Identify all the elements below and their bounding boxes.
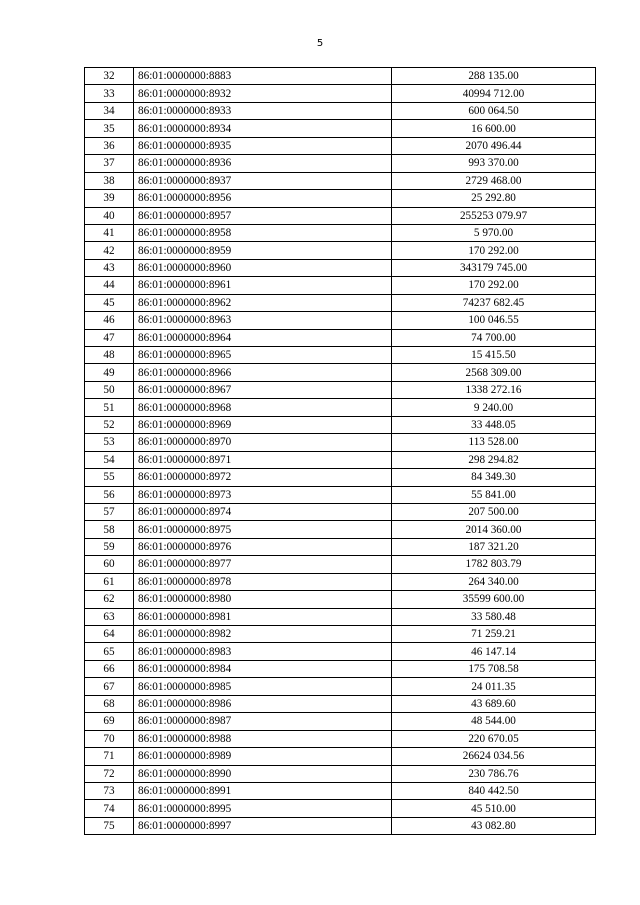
table-row (85, 538, 596, 555)
cadastral-value-cell: 207 500.00 (392, 503, 596, 520)
row-number-cell: 62 (85, 591, 134, 608)
cadastral-value-cell: 16 600.00 (392, 120, 596, 137)
cadastral-value-cell: 48 544.00 (392, 713, 596, 730)
cadastral-value-cell: 1782 803.79 (392, 556, 596, 573)
table-row (85, 503, 596, 520)
cadastral-number-cell: 86:01:0000000:8933 (134, 102, 392, 119)
row-number-cell: 53 (85, 434, 134, 451)
row-number-cell: 50 (85, 381, 134, 398)
table-row (85, 137, 596, 154)
cadastral-value-cell: 15 415.50 (392, 347, 596, 364)
row-number-cell: 61 (85, 573, 134, 590)
cadastral-number-cell: 86:01:0000000:8991 (134, 782, 392, 799)
row-number-cell: 36 (85, 137, 134, 154)
row-number-cell: 74 (85, 800, 134, 817)
cadastral-number-cell: 86:01:0000000:8960 (134, 259, 392, 276)
cadastral-value-cell: 45 510.00 (392, 800, 596, 817)
row-number-cell: 37 (85, 155, 134, 172)
row-number-cell: 65 (85, 643, 134, 660)
cadastral-number-cell: 86:01:0000000:8964 (134, 329, 392, 346)
cadastral-value-cell: 2568 309.00 (392, 364, 596, 381)
cadastral-number-cell: 86:01:0000000:8971 (134, 451, 392, 468)
table-row (85, 782, 596, 799)
cadastral-number-cell: 86:01:0000000:8935 (134, 137, 392, 154)
page-number: 5 (316, 38, 324, 49)
cadastral-number-cell: 86:01:0000000:8932 (134, 85, 392, 102)
cadastral-value-cell: 298 294.82 (392, 451, 596, 468)
table-row (85, 469, 596, 486)
cadastral-number-cell: 86:01:0000000:8962 (134, 294, 392, 311)
table-row (85, 259, 596, 276)
row-number-cell: 73 (85, 782, 134, 799)
cadastral-number-cell: 86:01:0000000:8981 (134, 608, 392, 625)
table-row (85, 730, 596, 747)
table-row (85, 347, 596, 364)
cadastral-number-cell: 86:01:0000000:8986 (134, 695, 392, 712)
table-row (85, 626, 596, 643)
table-row (85, 277, 596, 294)
cadastral-value-cell: 113 528.00 (392, 434, 596, 451)
cadastral-value-cell: 187 321.20 (392, 538, 596, 555)
cadastral-number-cell: 86:01:0000000:8965 (134, 347, 392, 364)
cadastral-number-cell: 86:01:0000000:8967 (134, 381, 392, 398)
row-number-cell: 52 (85, 416, 134, 433)
table-row (85, 155, 596, 172)
cadastral-number-cell: 86:01:0000000:8961 (134, 277, 392, 294)
cadastral-value-cell: 71 259.21 (392, 626, 596, 643)
cadastral-number-cell: 86:01:0000000:8970 (134, 434, 392, 451)
table-row (85, 660, 596, 677)
row-number-cell: 72 (85, 765, 134, 782)
cadastral-value-cell: 74 700.00 (392, 329, 596, 346)
cadastral-value-cell: 33 580.48 (392, 608, 596, 625)
row-number-cell: 59 (85, 538, 134, 555)
table-row (85, 748, 596, 765)
table-row (85, 695, 596, 712)
cadastral-value-cell: 33 448.05 (392, 416, 596, 433)
table-row (85, 451, 596, 468)
cadastral-number-cell: 86:01:0000000:8959 (134, 242, 392, 259)
cadastral-number-cell: 86:01:0000000:8972 (134, 469, 392, 486)
table-row (85, 765, 596, 782)
cadastral-number-cell: 86:01:0000000:8883 (134, 68, 392, 85)
cadastral-value-cell: 993 370.00 (392, 155, 596, 172)
row-number-cell: 57 (85, 503, 134, 520)
cadastral-number-cell: 86:01:0000000:8968 (134, 399, 392, 416)
table-row (85, 242, 596, 259)
cadastral-value-cell: 264 340.00 (392, 573, 596, 590)
row-number-cell: 64 (85, 626, 134, 643)
cadastral-number-cell: 86:01:0000000:8977 (134, 556, 392, 573)
table-row (85, 224, 596, 241)
row-number-cell: 58 (85, 521, 134, 538)
cadastral-number-cell: 86:01:0000000:8934 (134, 120, 392, 137)
row-number-cell: 68 (85, 695, 134, 712)
row-number-cell: 46 (85, 312, 134, 329)
table-body (85, 68, 596, 835)
cadastral-number-cell: 86:01:0000000:8995 (134, 800, 392, 817)
cadastral-number-cell: 86:01:0000000:8966 (134, 364, 392, 381)
cadastral-value-cell: 100 046.55 (392, 312, 596, 329)
table-row (85, 102, 596, 119)
cadastral-value-cell: 46 147.14 (392, 643, 596, 660)
row-number-cell: 51 (85, 399, 134, 416)
cadastral-value-cell: 1338 272.16 (392, 381, 596, 398)
table-row (85, 294, 596, 311)
row-number-cell: 35 (85, 120, 134, 137)
row-number-cell: 63 (85, 608, 134, 625)
cadastral-value-cell: 40994 712.00 (392, 85, 596, 102)
cadastral-value-cell: 600 064.50 (392, 102, 596, 119)
row-number-cell: 45 (85, 294, 134, 311)
cadastral-number-cell: 86:01:0000000:8987 (134, 713, 392, 730)
cadastral-value-cell: 288 135.00 (392, 68, 596, 85)
cadastral-number-cell: 86:01:0000000:8982 (134, 626, 392, 643)
row-number-cell: 40 (85, 207, 134, 224)
row-number-cell: 54 (85, 451, 134, 468)
cadastral-number-cell: 86:01:0000000:8975 (134, 521, 392, 538)
cadastral-number-cell: 86:01:0000000:8988 (134, 730, 392, 747)
table-row (85, 190, 596, 207)
row-number-cell: 41 (85, 224, 134, 241)
cadastral-number-cell: 86:01:0000000:8963 (134, 312, 392, 329)
cadastral-number-cell: 86:01:0000000:8937 (134, 172, 392, 189)
cadastral-value-cell: 220 670.05 (392, 730, 596, 747)
row-number-cell: 71 (85, 748, 134, 765)
cadastral-value-table (84, 67, 596, 835)
cadastral-number-cell: 86:01:0000000:8958 (134, 224, 392, 241)
table-row (85, 608, 596, 625)
table-row (85, 678, 596, 695)
cadastral-number-cell: 86:01:0000000:8956 (134, 190, 392, 207)
row-number-cell: 44 (85, 277, 134, 294)
cadastral-number-cell: 86:01:0000000:8980 (134, 591, 392, 608)
row-number-cell: 60 (85, 556, 134, 573)
table-row (85, 172, 596, 189)
cadastral-value-cell: 43 689.60 (392, 695, 596, 712)
cadastral-value-cell: 343179 745.00 (392, 259, 596, 276)
cadastral-number-cell: 86:01:0000000:8978 (134, 573, 392, 590)
table-row (85, 312, 596, 329)
cadastral-value-cell: 9 240.00 (392, 399, 596, 416)
table-row (85, 486, 596, 503)
cadastral-value-cell: 2014 360.00 (392, 521, 596, 538)
row-number-cell: 66 (85, 660, 134, 677)
cadastral-number-cell: 86:01:0000000:8957 (134, 207, 392, 224)
cadastral-number-cell: 86:01:0000000:8989 (134, 748, 392, 765)
cadastral-value-cell: 74237 682.45 (392, 294, 596, 311)
cadastral-number-cell: 86:01:0000000:8974 (134, 503, 392, 520)
table-row (85, 643, 596, 660)
cadastral-value-cell: 2070 496.44 (392, 137, 596, 154)
row-number-cell: 43 (85, 259, 134, 276)
cadastral-value-cell: 5 970.00 (392, 224, 596, 241)
table-row (85, 713, 596, 730)
row-number-cell: 55 (85, 469, 134, 486)
cadastral-value-cell: 25 292.80 (392, 190, 596, 207)
cadastral-value-cell: 26624 034.56 (392, 748, 596, 765)
row-number-cell: 56 (85, 486, 134, 503)
row-number-cell: 42 (85, 242, 134, 259)
cadastral-value-cell: 84 349.30 (392, 469, 596, 486)
cadastral-value-cell: 2729 468.00 (392, 172, 596, 189)
table-row (85, 399, 596, 416)
cadastral-number-cell: 86:01:0000000:8990 (134, 765, 392, 782)
row-number-cell: 49 (85, 364, 134, 381)
cadastral-number-cell: 86:01:0000000:8997 (134, 817, 392, 834)
cadastral-value-cell: 170 292.00 (392, 277, 596, 294)
cadastral-value-cell: 35599 600.00 (392, 591, 596, 608)
table-row (85, 521, 596, 538)
row-number-cell: 34 (85, 102, 134, 119)
cadastral-number-cell: 86:01:0000000:8936 (134, 155, 392, 172)
cadastral-number-cell: 86:01:0000000:8983 (134, 643, 392, 660)
cadastral-value-cell: 255253 079.97 (392, 207, 596, 224)
cadastral-number-cell: 86:01:0000000:8985 (134, 678, 392, 695)
row-number-cell: 67 (85, 678, 134, 695)
table-row (85, 556, 596, 573)
row-number-cell: 69 (85, 713, 134, 730)
cadastral-value-cell: 43 082.80 (392, 817, 596, 834)
table-row (85, 68, 596, 85)
table-row (85, 381, 596, 398)
table-row (85, 329, 596, 346)
table-row (85, 434, 596, 451)
table-row (85, 591, 596, 608)
row-number-cell: 70 (85, 730, 134, 747)
table-row (85, 85, 596, 102)
cadastral-number-cell: 86:01:0000000:8969 (134, 416, 392, 433)
row-number-cell: 48 (85, 347, 134, 364)
row-number-cell: 32 (85, 68, 134, 85)
cadastral-value-cell: 55 841.00 (392, 486, 596, 503)
cadastral-number-cell: 86:01:0000000:8976 (134, 538, 392, 555)
table-row (85, 364, 596, 381)
cadastral-value-cell: 840 442.50 (392, 782, 596, 799)
table-row (85, 120, 596, 137)
table-row (85, 573, 596, 590)
row-number-cell: 39 (85, 190, 134, 207)
row-number-cell: 75 (85, 817, 134, 834)
cadastral-number-cell: 86:01:0000000:8984 (134, 660, 392, 677)
cadastral-number-cell: 86:01:0000000:8973 (134, 486, 392, 503)
cadastral-value-cell: 175 708.58 (392, 660, 596, 677)
row-number-cell: 47 (85, 329, 134, 346)
cadastral-value-cell: 230 786.76 (392, 765, 596, 782)
table-row (85, 817, 596, 834)
cadastral-value-cell: 170 292.00 (392, 242, 596, 259)
table-row (85, 800, 596, 817)
row-number-cell: 33 (85, 85, 134, 102)
cadastral-value-cell: 24 011.35 (392, 678, 596, 695)
row-number-cell: 38 (85, 172, 134, 189)
table-row (85, 416, 596, 433)
table-row (85, 207, 596, 224)
